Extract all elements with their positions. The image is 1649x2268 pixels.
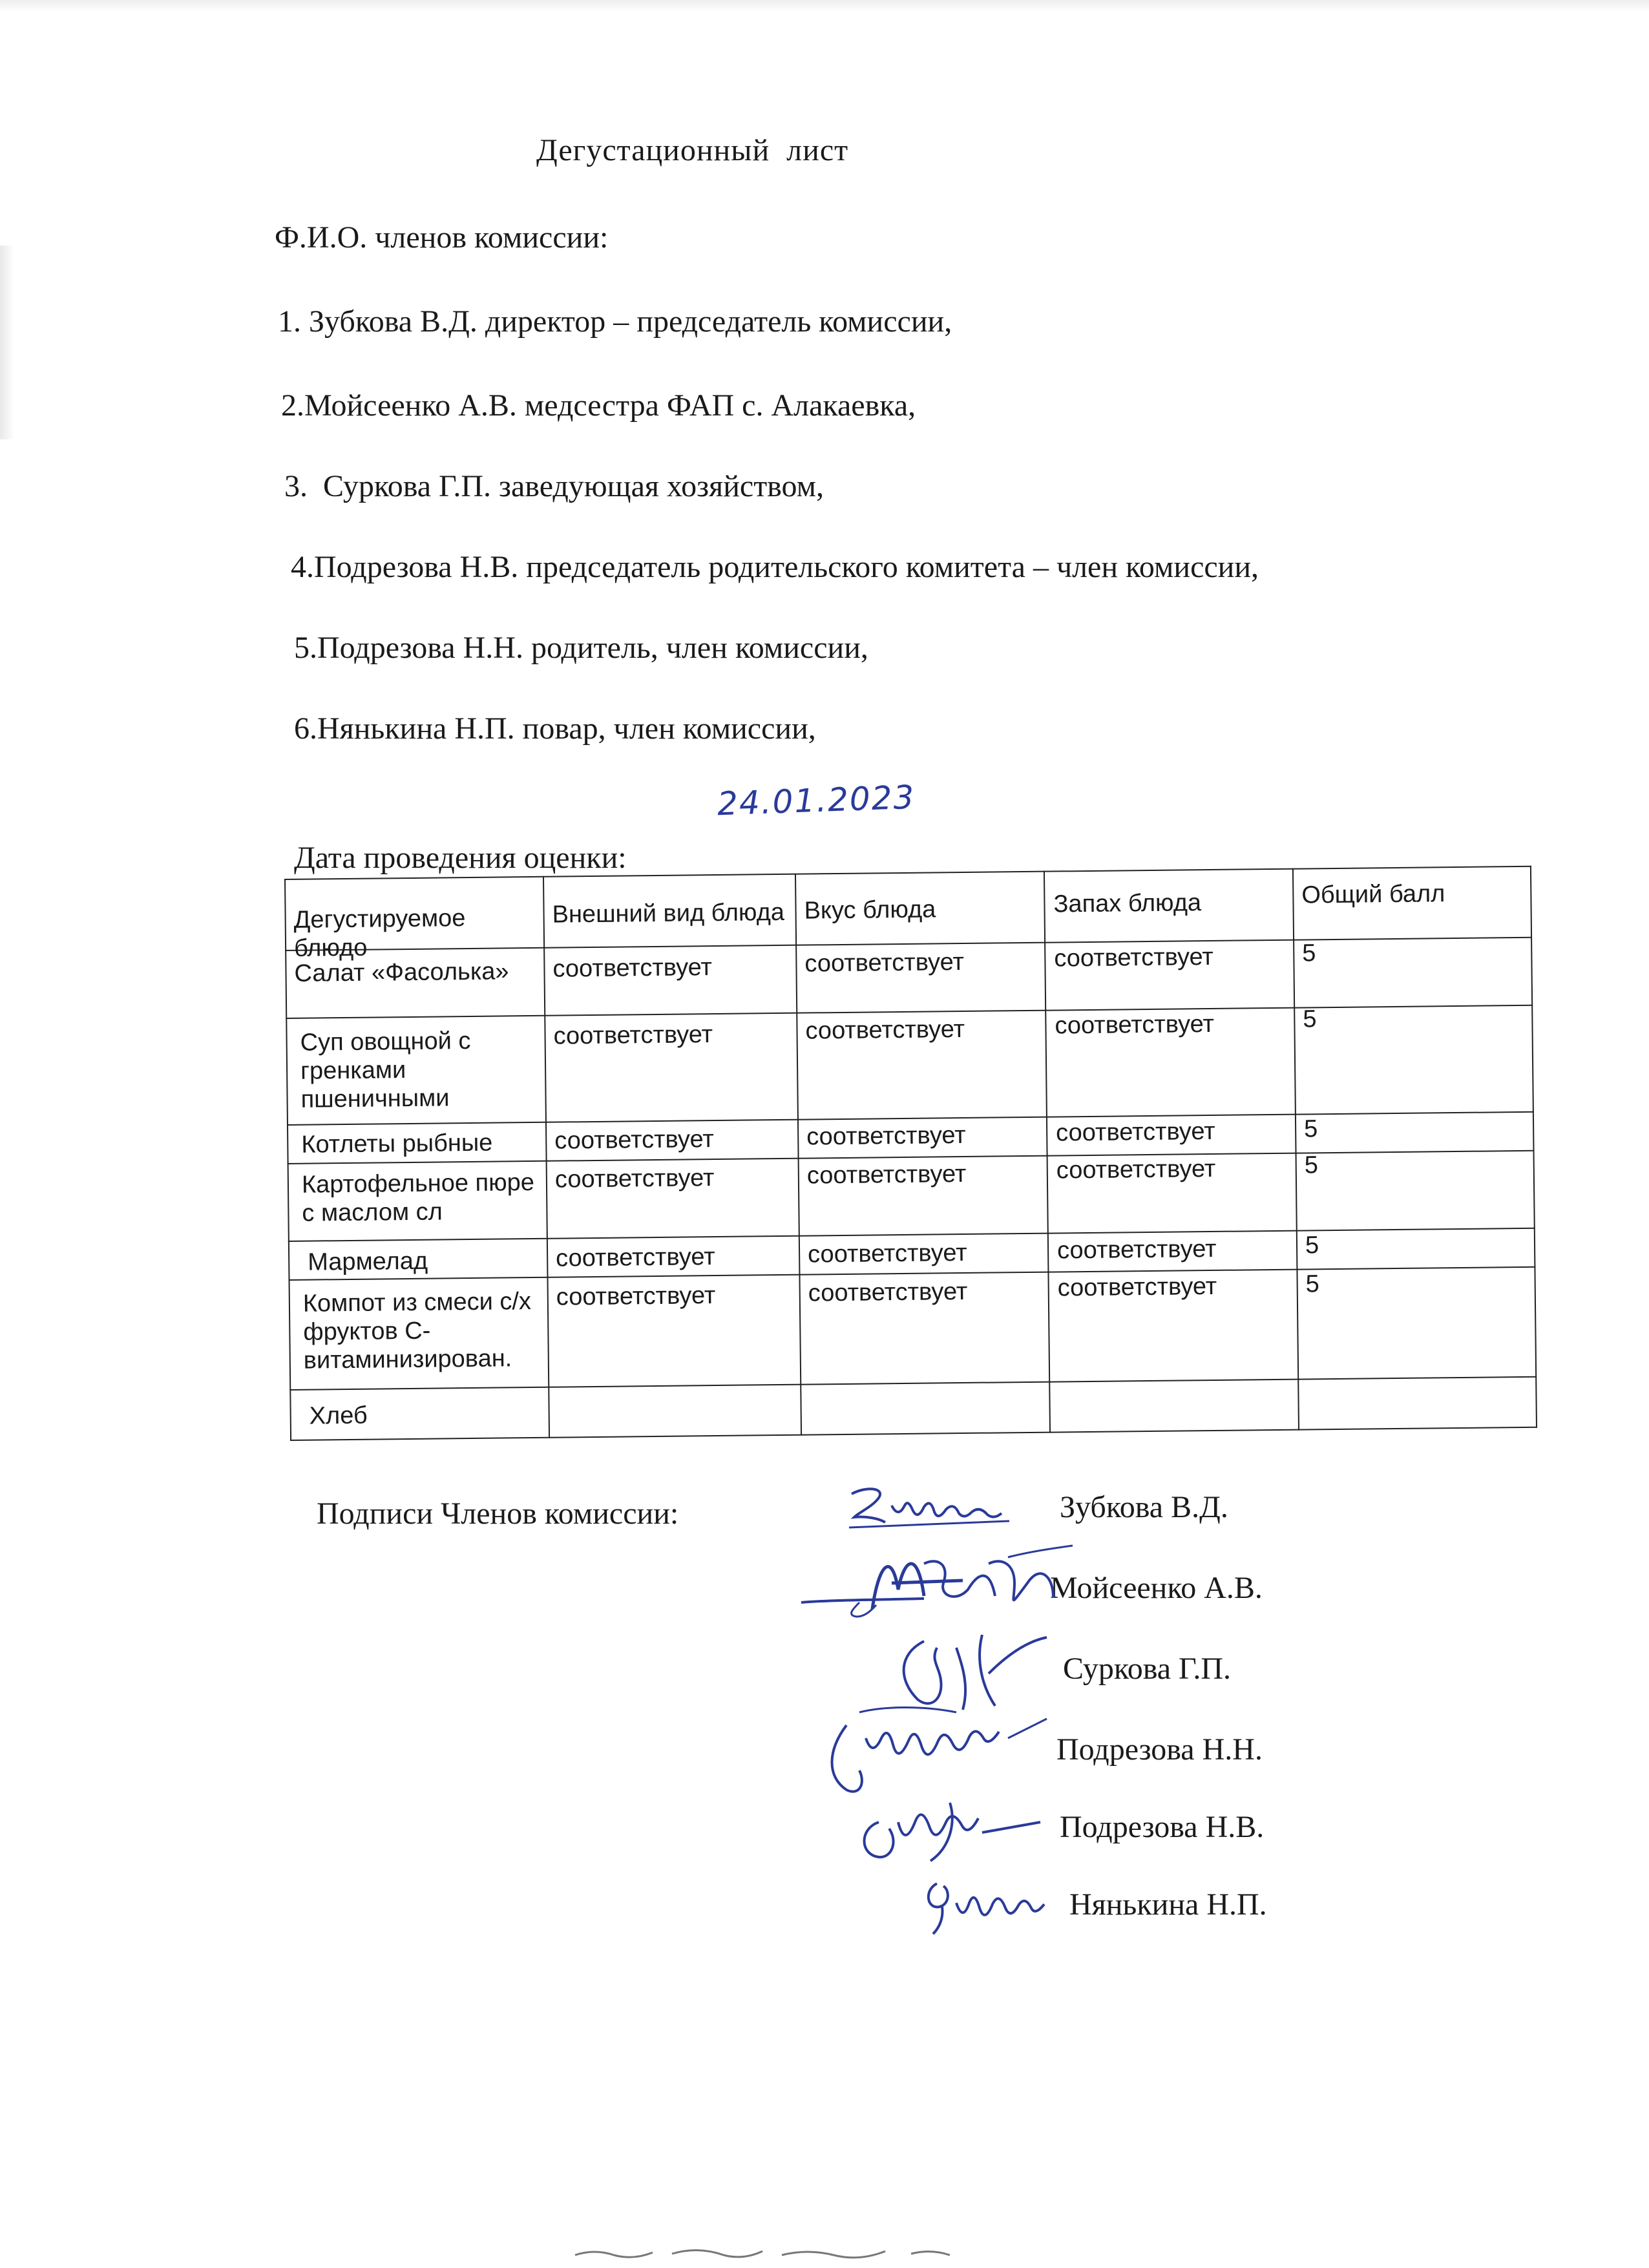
table-cell-smell: соответствует <box>1055 1010 1215 1040</box>
table-cell-smell: соответствует <box>1055 1117 1215 1147</box>
page-title: Дегустационный лист <box>536 133 849 167</box>
table-cell-smell: соответствует <box>1054 943 1214 972</box>
table-cell-taste: соответствует <box>804 948 965 978</box>
table-cell-taste: соответствует <box>806 1121 966 1151</box>
table-cell-appearance: соответствует <box>555 1243 715 1272</box>
table-cell-taste: соответствует <box>805 1015 965 1045</box>
table-cell-score: 5 <box>1302 940 1316 967</box>
signature-podrezova-nv <box>853 1790 1047 1867</box>
table-cell-dish: Компот из смеси с/х фруктов С-витаминизирован. <box>302 1288 532 1374</box>
signature-podrezova-nn <box>821 1699 1053 1803</box>
signature-name: Подрезова Н.В. <box>1060 1810 1265 1844</box>
table-cell-appearance: соответствует <box>556 1282 716 1311</box>
tasting-table <box>284 866 1537 1441</box>
table-cell-appearance: соответствует <box>553 1021 713 1050</box>
members-header: Ф.И.О. членов комиссии: <box>275 220 609 255</box>
table-cell-score: 5 <box>1304 1151 1319 1179</box>
table-cell-score: 5 <box>1305 1232 1319 1259</box>
signatures-label: Подписи Членов комиссии: <box>317 1496 679 1531</box>
member-line: 1. Зубкова В.Д. директор – председатель комиссии, <box>278 304 952 339</box>
member-line: 4.Подрезова Н.В. председатель родительского комитета – член комиссии, <box>291 550 1259 584</box>
table-cell-dish: Картофельное пюре с маслом сл <box>301 1168 535 1227</box>
column-header-appearance: Внешний вид блюда <box>552 898 785 929</box>
signature-name: Суркова Г.П. <box>1063 1652 1232 1686</box>
table-cell-dish: Хлеб <box>309 1402 368 1430</box>
scan-edge <box>0 246 14 439</box>
signature-name: Нянькина Н.П. <box>1069 1887 1267 1922</box>
column-header-score: Общий балл <box>1301 880 1445 909</box>
signature-name: Мойсеенко А.В. <box>1050 1571 1263 1605</box>
table-cell-score: 5 <box>1303 1115 1318 1143</box>
scan-edge <box>0 0 1649 12</box>
table-cell-taste: соответствует <box>806 1160 967 1190</box>
bottom-stamp-fragment <box>569 2236 969 2262</box>
signature-surkova <box>885 1628 1053 1719</box>
signature-zubkova <box>840 1480 1021 1538</box>
member-line: 2.Мойсеенко А.В. медсестра ФАП с. Алакаевка, <box>281 388 916 423</box>
table-cell-smell: соответствует <box>1056 1235 1217 1265</box>
table-cell-dish: Котлеты рыбные <box>301 1129 493 1159</box>
table-cell-score: 5 <box>1305 1270 1320 1298</box>
table-cell-dish: Мармелад <box>307 1247 428 1276</box>
member-line: 6.Нянькина Н.П. повар, член комиссии, <box>294 711 816 746</box>
table-cell-taste: соответствует <box>807 1239 967 1268</box>
date-label: Дата проведения оценки: <box>294 841 627 875</box>
table-cell-dish: Суп овощной с гренками пшеничными <box>300 1027 471 1113</box>
column-header-dish: Дегустируемое блюдо <box>293 905 466 962</box>
handwritten-date: 24.01.2023 <box>717 778 916 823</box>
table-cell-appearance: соответствует <box>554 1164 715 1193</box>
signature-name: Зубкова В.Д. <box>1060 1490 1228 1524</box>
column-header-smell: Запах блюда <box>1053 889 1202 918</box>
table-cell-appearance: соответствует <box>554 1126 714 1155</box>
column-header-taste: Вкус блюда <box>804 896 936 925</box>
table-cell-dish: Салат «Фасолька» <box>294 958 509 987</box>
table-cell-smell: соответствует <box>1056 1155 1216 1184</box>
table-cell-smell: соответствует <box>1057 1272 1217 1302</box>
signature-name: Подрезова Н.Н. <box>1056 1732 1263 1767</box>
member-line: 5.Подрезова Н.Н. родитель, член комиссии, <box>294 631 868 665</box>
table-cell-taste: соответствует <box>808 1277 968 1307</box>
member-line: 3. Суркова Г.П. заведующая хозяйством, <box>284 469 824 503</box>
signature-moyseenko <box>795 1538 1079 1635</box>
table-cell-appearance: соответствует <box>552 954 713 983</box>
signature-nyankina <box>918 1871 1060 1942</box>
table-cell-score: 5 <box>1303 1005 1317 1033</box>
